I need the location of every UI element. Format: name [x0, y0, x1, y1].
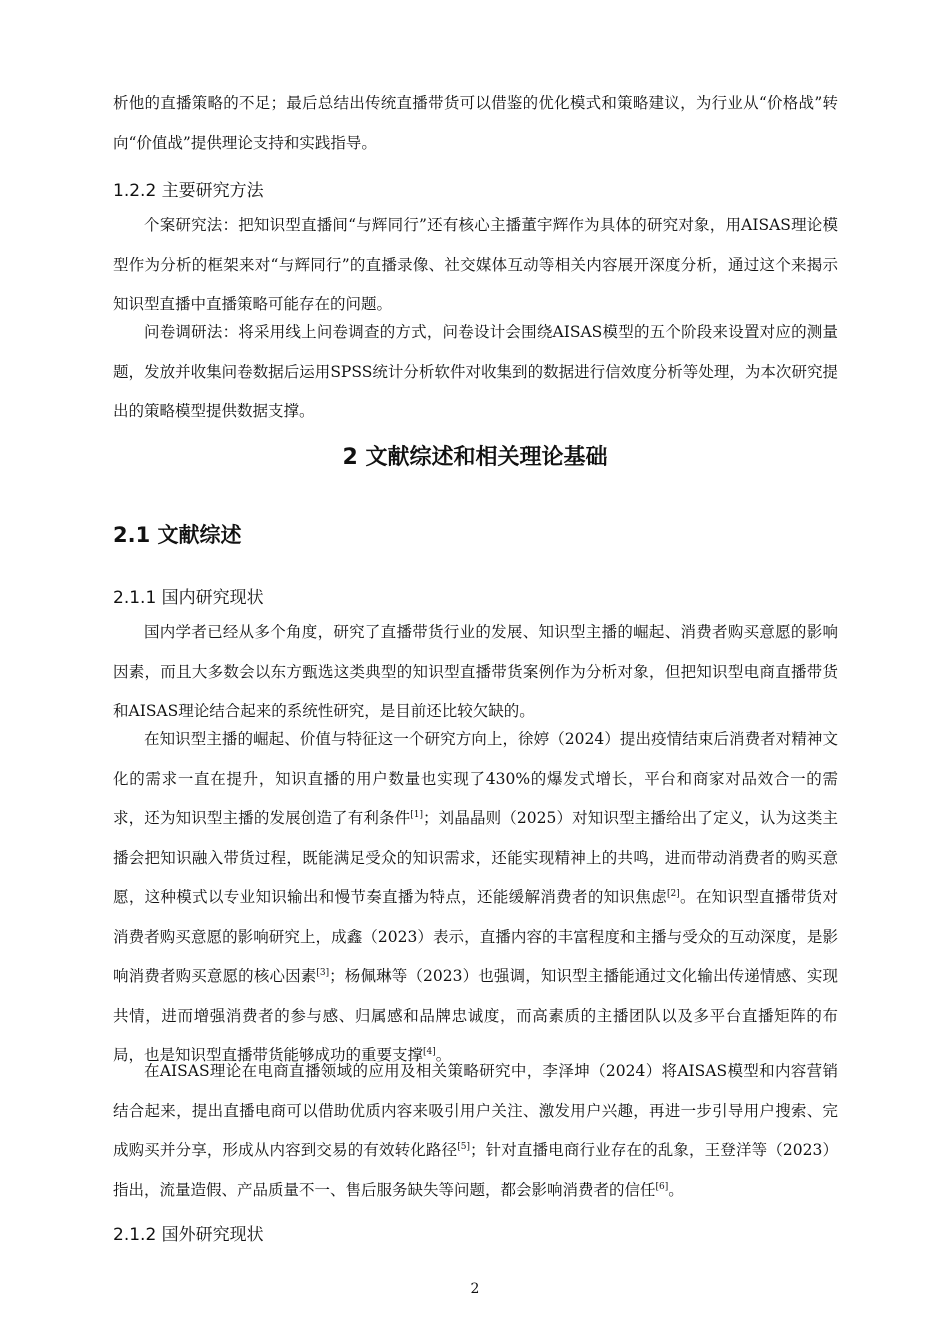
- paragraph-intro-continuation: 析他的直播策略的不足；最后总结出传统直播带货可以借鉴的优化模式和策略建议，为行业从“价格战”转向“价值战”提供理论支持和实践指导。: [113, 94, 838, 152]
- heading-1-2-2: 1.2.2 主要研究方法: [113, 181, 264, 201]
- citation-6: [6]: [655, 1181, 669, 1192]
- text-segment: 。: [435, 1046, 452, 1064]
- citation-1: [1]: [410, 810, 424, 820]
- text-segment: 在AISAS理论在电商直播领域的应用及相关策略研究中，李泽坤（2024）将AISAS模型和内容营销结合起来，提出直播电商可以借助优质内容来吸引用户关注、激发用户兴趣，再进一步引导用户搜索、完成购买并分享，形成从内容到交易的有效转化路径: [113, 1062, 838, 1159]
- paragraph-aisas-application: [113, 1052, 838, 1210]
- heading-2-1: 2.1 文献综述: [113, 523, 242, 547]
- text-segment: ；刘晶晶则（2025）对知识型主播给出了定义，认为这类主播会把知识融入带货过程，既能满足受众的知识需求，还能实现精神上的共鸣，进而带动消费者的购买意愿，这种模式以专业知识输出和慢节奏直播为特点，还能缓解消费者的知识焦虑: [113, 809, 838, 906]
- paragraph-case-study-method: 个案研究法：把知识型直播间“与辉同行”还有核心主播董宇辉作为具体的研究对象，用AISAS理论模型作为分析的框架来对“与辉同行”的直播录像、社交媒体互动等相关内容展开深度分析，通过这个来揭示知识型直播中直播策略可能存在的问题。: [113, 216, 838, 313]
- paragraph-knowledge-anchor-rise: [113, 720, 838, 1076]
- text-segment: 。在知识型直播带货对消费者购买意愿的影响研究上，成鑫（2023）表示，直播内容的丰富程度和主播与受众的互动深度，是影响消费者购买意愿的核心因素: [113, 888, 838, 985]
- text-segment: 在知识型主播的崛起、价值与特征这一个研究方向上，徐婷（2024）提出疫情结束后消费者对精神文化的需求一直在提升，知识直播的用户数量也实现了430%的爆发式增长，平台和商家对品效合一的需求，还为知识型主播的发展创造了有利条件: [113, 730, 838, 827]
- text-segment: ；杨佩琳等（2023）也强调，知识型主播能通过文化输出传递情感、实现共情，进而增强消费者的参与感、归属感和品牌忠诚度，而高素质的主播团队以及多平台直播矩阵的布局，也是知识型直播带货能够成功的重要支撑: [113, 967, 838, 1064]
- heading-2-1-1: 2.1.1 国内研究现状: [113, 588, 264, 608]
- text-segment: 。: [668, 1180, 684, 1199]
- citation-5: [5]: [457, 1142, 470, 1152]
- page-number: 2: [470, 1281, 480, 1297]
- citation-4: [4]: [423, 1047, 436, 1057]
- text-segment: ；针对直播电商行业存在的乱象，王登洋等（2023）指出，流量造假、产品质量不一、售后服务缺失等问题，都会影响消费者的信任: [113, 1141, 838, 1199]
- heading-2-1-2: 2.1.2 国外研究现状: [113, 1225, 264, 1245]
- chapter-2-title: 2 文献综述和相关理论基础: [342, 445, 608, 470]
- paragraph-survey-method: 问卷调研法：将采用线上问卷调查的方式，问卷设计会围绕AISAS模型的五个阶段来设置对应的测量题，发放并收集问卷数据后运用SPSS统计分析软件对收集到的数据进行信效度分析等处理，为本次研究提出的策略模型提供数据支撑。: [113, 323, 838, 420]
- paragraph-domestic-overview: 国内学者已经从多个角度，研究了直播带货行业的发展、知识型主播的崛起、消费者购买意愿的影响因素，而且大多数会以东方甄选这类典型的知识型直播带货案例作为分析对象，但把知识型电商直播带货和AISAS理论结合起来的系统性研究，是目前还比较欠缺的。: [113, 623, 838, 720]
- citation-3: [3]: [316, 968, 330, 978]
- citation-2: [2]: [666, 889, 680, 899]
